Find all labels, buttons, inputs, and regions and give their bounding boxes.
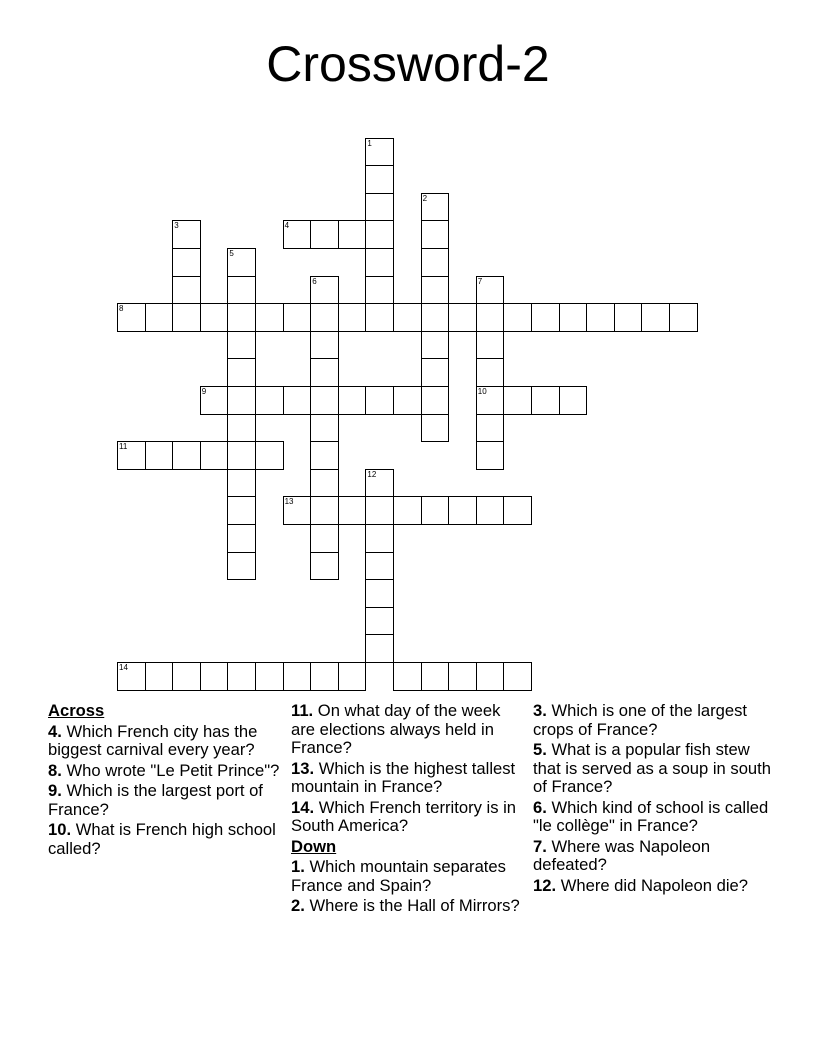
grid-cell[interactable]	[476, 441, 505, 470]
grid-cell[interactable]	[227, 386, 256, 415]
grid-cell[interactable]	[393, 496, 422, 525]
grid-cell[interactable]	[200, 303, 229, 332]
grid-cell[interactable]	[421, 662, 450, 691]
grid-cell[interactable]	[310, 331, 339, 360]
clue-down-6: 6. Which kind of school is called "le collège" in France?	[533, 797, 769, 835]
grid-cell[interactable]	[421, 386, 450, 415]
clue-number: 3	[174, 221, 179, 231]
clues-column-3	[533, 702, 773, 897]
grid-cell[interactable]	[310, 220, 339, 249]
clue-across-8: 8. Who wrote "Le Petit Prince"?	[48, 760, 280, 780]
grid-cell-9[interactable]	[200, 386, 229, 415]
grid-cell[interactable]	[227, 303, 256, 332]
grid-cell[interactable]	[172, 441, 201, 470]
clue-down-7: 7. Where was Napoleon defeated?	[533, 836, 711, 874]
clue-number: 12	[367, 469, 377, 479]
grid-cell-6[interactable]	[310, 276, 339, 305]
clue-number: 5	[229, 249, 234, 258]
grid-cell[interactable]	[421, 276, 450, 305]
grid-cell[interactable]	[476, 358, 505, 387]
grid-cell[interactable]	[365, 165, 394, 194]
grid-cell[interactable]	[476, 496, 505, 525]
grid-cell[interactable]	[365, 552, 394, 581]
grid-cell[interactable]	[310, 524, 339, 553]
grid-cell[interactable]	[227, 414, 256, 443]
grid-cell[interactable]	[283, 662, 312, 691]
grid-cell[interactable]	[559, 386, 588, 415]
grid-cell[interactable]	[476, 331, 505, 360]
grid-cell[interactable]	[310, 303, 339, 332]
grid-cell[interactable]	[421, 331, 450, 360]
grid-cell[interactable]	[365, 193, 394, 222]
grid-cell[interactable]	[476, 303, 505, 332]
grid-cell-3[interactable]	[172, 220, 201, 249]
clue-number: 11	[119, 442, 128, 452]
clue-across-13: 13. Which is the highest tallest mountain in France?	[291, 758, 516, 796]
grid-cell[interactable]	[255, 441, 284, 470]
clue-number: 1	[367, 138, 372, 148]
grid-cell-8[interactable]	[117, 303, 146, 332]
grid-cell[interactable]	[421, 414, 450, 443]
grid-cell[interactable]	[421, 358, 450, 387]
grid-cell-4[interactable]	[283, 220, 312, 249]
grid-cell[interactable]	[255, 662, 284, 691]
grid-cell[interactable]	[393, 386, 422, 415]
grid-cell[interactable]	[338, 303, 367, 332]
grid-cell[interactable]	[227, 524, 256, 553]
grid-cell[interactable]	[310, 662, 339, 691]
grid-cell-12[interactable]	[365, 469, 394, 498]
clue-number: 4	[284, 221, 290, 231]
grid-cell-14[interactable]	[117, 662, 146, 691]
clues-column-1	[48, 702, 280, 860]
grid-cell[interactable]	[227, 469, 256, 498]
grid-cell[interactable]	[531, 386, 560, 415]
grid-cell[interactable]	[476, 414, 505, 443]
grid-cell[interactable]	[559, 303, 588, 332]
clue-down-2: 2. Where is the Hall of Mirrors?	[291, 896, 520, 915]
grid-cell[interactable]	[310, 441, 339, 470]
grid-cell[interactable]	[200, 662, 229, 691]
grid-cell-7[interactable]	[476, 276, 505, 305]
clue-number: 6	[312, 276, 317, 286]
grid-cell[interactable]	[365, 386, 394, 415]
grid-cell-13[interactable]	[283, 496, 312, 525]
grid-cell[interactable]	[586, 303, 615, 332]
grid-cell[interactable]	[365, 220, 394, 249]
grid-cell[interactable]	[503, 303, 532, 332]
grid-cell[interactable]	[448, 303, 477, 332]
clue-number: 8	[119, 304, 124, 314]
down-heading: Down	[291, 836, 337, 856]
grid-cell[interactable]	[145, 303, 174, 332]
grid-cell[interactable]	[227, 276, 256, 305]
grid-cell[interactable]	[227, 496, 256, 525]
grid-cell[interactable]	[641, 303, 670, 332]
grid-cell[interactable]	[448, 662, 477, 691]
grid-cell[interactable]	[421, 220, 450, 249]
clue-down-5: 5. What is a popular fish stew that is served as a soup in south of France?	[533, 740, 771, 796]
grid-cell[interactable]	[421, 303, 450, 332]
grid-cell-10[interactable]	[476, 386, 505, 415]
across-heading: Across	[48, 701, 105, 720]
grid-cell[interactable]	[310, 358, 339, 387]
clue-across-9: 9. Which is the largest port of France?	[48, 781, 263, 819]
grid-cell[interactable]	[310, 386, 339, 415]
clue-across-10: 10. What is French high school called?	[48, 820, 276, 858]
grid-cell[interactable]	[310, 496, 339, 525]
grid-cell[interactable]	[255, 386, 284, 415]
grid-cell[interactable]	[365, 524, 394, 553]
page-title: Crossword-2	[266, 36, 550, 92]
grid-cell[interactable]	[310, 552, 339, 581]
grid-cell[interactable]	[448, 496, 477, 525]
grid-cell[interactable]	[172, 248, 201, 277]
grid-cell-2[interactable]	[421, 193, 450, 222]
grid-cell-11[interactable]	[117, 441, 146, 470]
grid-cell[interactable]	[338, 662, 367, 691]
grid-cell[interactable]	[338, 220, 367, 249]
grid-cell[interactable]	[365, 634, 394, 663]
grid-cell[interactable]	[393, 662, 422, 691]
grid-cell[interactable]	[421, 496, 450, 525]
grid-cell[interactable]	[503, 662, 532, 691]
grid-cell[interactable]	[365, 248, 394, 277]
clue-down-12: 12. Where did Napoleon die?	[533, 875, 748, 895]
grid-cell[interactable]	[614, 303, 643, 332]
clue-number: 9	[201, 387, 207, 396]
grid-cell[interactable]	[227, 358, 256, 387]
clues-column-2	[291, 702, 526, 918]
clue-number: 14	[119, 663, 128, 672]
grid-cell[interactable]	[227, 331, 256, 360]
grid-cell[interactable]	[365, 579, 394, 608]
grid-cell[interactable]	[145, 441, 174, 470]
grid-cell[interactable]	[365, 496, 394, 525]
grid-cell[interactable]	[310, 469, 339, 498]
clue-across-14: 14. Which French territory is in South America?	[291, 797, 517, 835]
clue-number: 7	[477, 276, 483, 286]
grid-cell[interactable]	[476, 662, 505, 691]
grid-cell-5[interactable]	[227, 248, 256, 277]
clue-number: 2	[422, 193, 428, 203]
grid-cell[interactable]	[365, 303, 394, 332]
grid-cell[interactable]	[531, 303, 560, 332]
grid-cell[interactable]	[283, 386, 312, 415]
grid-cell[interactable]	[227, 552, 256, 581]
grid-cell[interactable]	[283, 303, 312, 332]
grid-cell[interactable]	[393, 303, 422, 332]
grid-cell[interactable]	[200, 441, 229, 470]
grid-cell[interactable]	[145, 662, 174, 691]
grid-cell[interactable]	[421, 248, 450, 277]
grid-cell[interactable]	[338, 496, 367, 525]
grid-cell[interactable]	[172, 662, 201, 691]
grid-cell[interactable]	[310, 414, 339, 443]
grid-cell[interactable]	[503, 386, 532, 415]
grid-cell[interactable]	[338, 386, 367, 415]
grid-cell[interactable]	[227, 441, 256, 470]
clue-across-11: 11. On what day of the week are elections always held in France?	[291, 701, 501, 757]
grid-cell[interactable]	[503, 496, 532, 525]
grid-cell[interactable]	[172, 303, 201, 332]
clue-down-1: 1. Which mountain separates France and Spain?	[291, 857, 506, 895]
grid-cell[interactable]	[669, 303, 698, 332]
grid-cell-1[interactable]	[365, 138, 394, 167]
clue-down-3: 3. Which is one of the largest crops of France?	[533, 701, 748, 739]
grid-cell[interactable]	[365, 607, 394, 636]
grid-cell[interactable]	[227, 662, 256, 691]
clue-number: 10	[477, 387, 487, 396]
grid-cell[interactable]	[365, 276, 394, 305]
grid-cell[interactable]	[255, 303, 284, 332]
clue-across-4: 4. Which French city has the biggest carnival every year?	[48, 721, 258, 759]
grid-cell[interactable]	[172, 276, 201, 305]
clue-number: 13	[284, 497, 294, 507]
